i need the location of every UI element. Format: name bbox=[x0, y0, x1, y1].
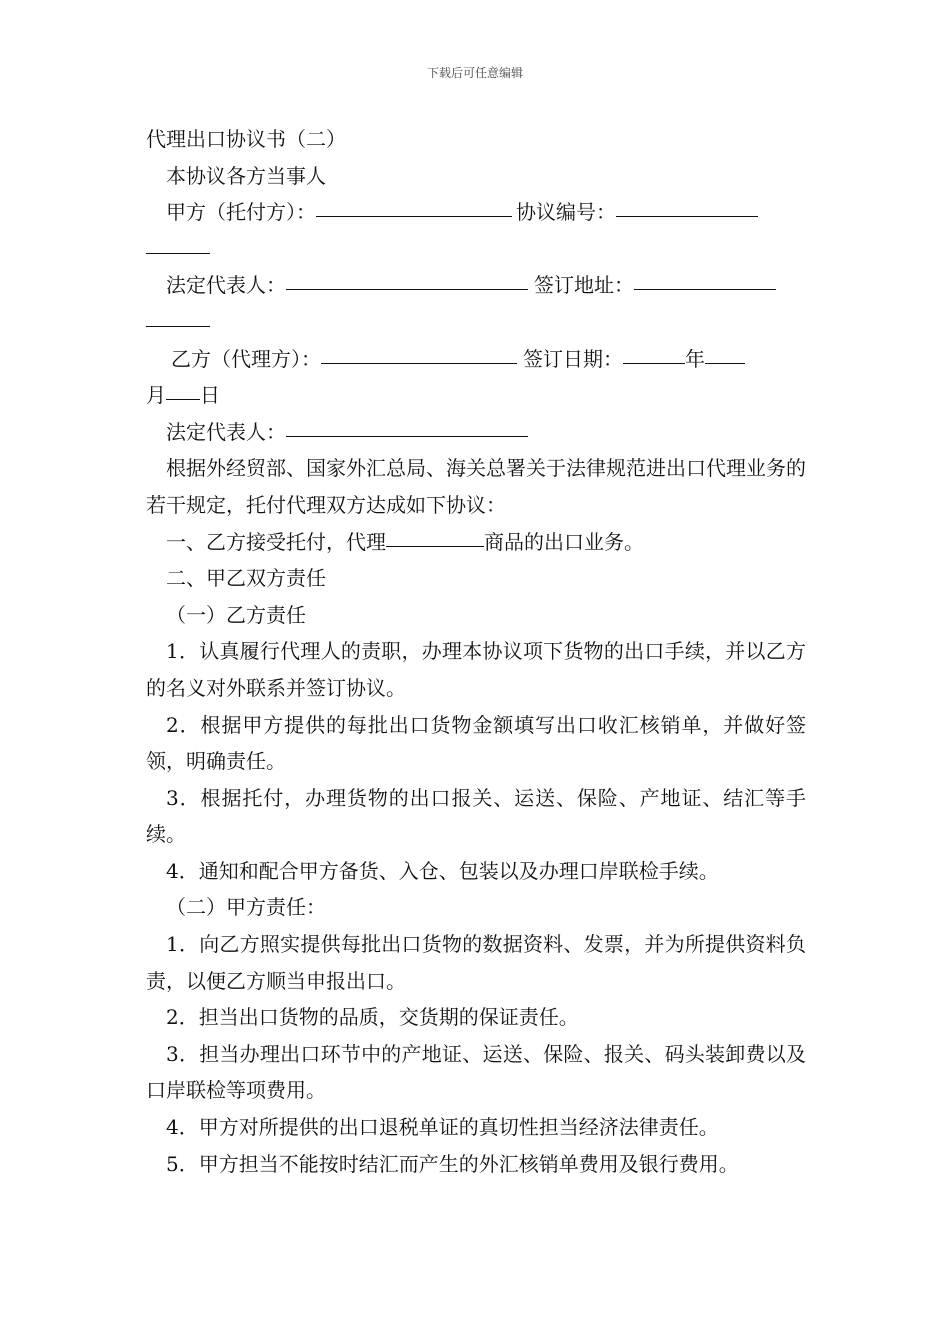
preamble: 根据外经贸部、国家外汇总局、海关总署关于法律规范进出口代理业务的若干规定，托付代理双方达成如下协议： bbox=[146, 456, 806, 517]
party-a-label: 甲方（托付方）： bbox=[166, 200, 316, 225]
agreement-no-blank-cont bbox=[146, 252, 210, 254]
party-b-duty-2: 2．根据甲方提供的每批出口货物金额填写出口收汇核销单，并做好签领，明确责任。 bbox=[146, 712, 806, 774]
sign-place-continuation bbox=[146, 304, 806, 341]
party-a-duty-2: 2．担当出口货物的品质，交货期的保证责任。 bbox=[166, 1005, 579, 1030]
sign-day-blank bbox=[166, 398, 200, 400]
party-b-duty-1: 1．认真履行代理人的责职，办理本协议项下货物的出口手续，并以乙方的名义对外联系并签订协议。 bbox=[146, 639, 806, 700]
party-a-duty-1: 1．向乙方照实提供每批出口货物的数据资料、发票，并为所提供资料负责，以便乙方顺当申报出口。 bbox=[146, 932, 806, 993]
goods-blank bbox=[386, 545, 484, 547]
legal-rep-blank bbox=[286, 288, 528, 290]
day-unit: 日 bbox=[200, 383, 220, 408]
document-body bbox=[146, 121, 806, 1182]
sign-place-blank-cont bbox=[146, 325, 210, 327]
legal-rep-blank-2 bbox=[286, 435, 528, 437]
party-b-duty-4: 4．通知和配合甲方备货、入仓、包装以及办理口岸联检手续。 bbox=[166, 858, 719, 883]
party-b-blank bbox=[321, 362, 517, 364]
sign-place-blank bbox=[634, 288, 776, 290]
legal-rep-label-2: 法定代表人： bbox=[166, 419, 286, 444]
year-unit: 年 bbox=[685, 346, 705, 371]
party-a-blank bbox=[316, 215, 512, 217]
agreement-no-continuation bbox=[146, 231, 806, 268]
legal-rep-label: 法定代表人： bbox=[166, 273, 286, 298]
clause-1-prefix: 一、乙方接受托付，代理 bbox=[166, 529, 386, 554]
sign-year-blank bbox=[623, 362, 685, 364]
sign-month-blank bbox=[705, 362, 745, 364]
agreement-no-blank bbox=[616, 215, 758, 217]
clause-1 bbox=[146, 524, 806, 561]
party-a-line bbox=[146, 194, 806, 231]
month-unit: 月 bbox=[146, 383, 166, 408]
clause-1-suffix: 商品的出口业务。 bbox=[484, 529, 644, 554]
sign-date-label: 签订日期： bbox=[523, 346, 623, 371]
party-b-duty-3: 3．根据托付，办理货物的出口报关、运送、保险、产地证、结汇等手续。 bbox=[146, 785, 806, 847]
sign-date-continuation bbox=[146, 377, 806, 414]
page-header: 下载后可任意编辑 bbox=[426, 66, 523, 80]
party-b-label: 乙方（代理方）： bbox=[171, 346, 321, 371]
party-a-duty-4: 4．甲方对所提供的出口退税单证的真切性担当经济法律责任。 bbox=[166, 1115, 719, 1140]
legal-rep-line-2 bbox=[146, 414, 806, 451]
legal-rep-line bbox=[146, 267, 806, 304]
agreement-no-label: 协议编号： bbox=[516, 200, 616, 225]
section-party-a: （二）甲方责任： bbox=[166, 895, 326, 920]
document-title: 代理出口协议书（二） bbox=[146, 127, 346, 151]
clause-2: 二、甲乙双方责任 bbox=[166, 566, 326, 591]
sign-place-label: 签订地址： bbox=[534, 273, 634, 298]
party-a-duty-5: 5．甲方担当不能按时结汇而产生的外汇核销单费用及银行费用。 bbox=[166, 1151, 739, 1176]
party-a-duty-3: 3．担当办理出口环节中的产地证、运送、保险、报关、码头装卸费以及口岸联检等项费用。 bbox=[146, 1041, 806, 1103]
section-party-b: （一）乙方责任 bbox=[166, 602, 306, 627]
party-b-line bbox=[146, 341, 806, 378]
parties-heading: 本协议各方当事人 bbox=[166, 163, 326, 188]
